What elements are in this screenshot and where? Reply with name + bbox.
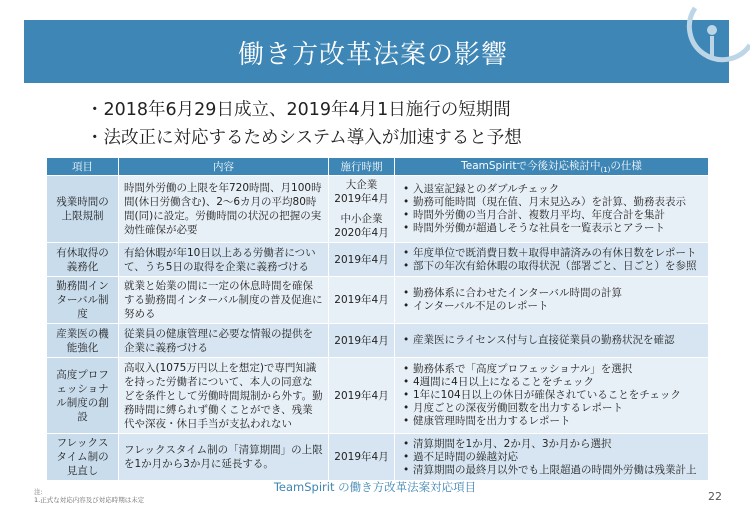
table-row [47, 324, 709, 358]
spec-item: • 健康管理時間を出力するレポート [413, 415, 703, 428]
row-content-cell: フレックスタイム制の「清算期間」の上限を1か月から3か月に延長する。 [119, 434, 329, 481]
spec-item: • 勤務可能時間（現在值、月末見込み）を計算、勤務表表示 [413, 196, 703, 209]
spec-item: • 部下の年次有給休暇の取得状況（部署ごと、日ごと）を参照 [413, 260, 703, 273]
spec-list [400, 183, 703, 235]
slide-title: 働き方改革法案の影響 [238, 40, 509, 70]
date-large-company: 大企業 2019年4月 [334, 179, 389, 205]
table-row [47, 176, 709, 243]
row-date-cell: 2019年4月 [329, 277, 395, 324]
row-content-cell: 従業員の健康管理に必要な情報の提供を企業に義務づける [119, 324, 329, 358]
header-item: 項目 [47, 158, 119, 176]
row-spec-cell [395, 176, 709, 243]
spec-list [400, 287, 703, 313]
spec-item: • 清算期間の最終月以外でも上限超過の時間外労働は残業計上 [413, 464, 703, 477]
row-item-cell: 残業時間の上限規制 [47, 176, 119, 243]
row-item-cell: 勤務間インターバル制度 [47, 277, 119, 324]
row-spec-cell [395, 324, 709, 358]
spec-item: • 月度ごとの深夜労働回数を出力するレポート [413, 402, 703, 415]
row-item-cell: フレックスタイム制の見直し [47, 434, 119, 481]
spec-item: • 4週間に4日以上になることをチェック [413, 376, 703, 389]
table-row [47, 243, 709, 277]
spec-item: • 過不足時間の繰越対応 [413, 451, 703, 464]
spec-list [400, 334, 703, 347]
decorative-circle-icon [680, 0, 750, 80]
row-content-cell: 有給休暇が年10日以上ある労働者について、うち5日の取得を企業に義務づける [119, 243, 329, 277]
row-spec-cell [395, 358, 709, 434]
row-date-cell: 2019年4月 [329, 434, 395, 481]
footnote-marker: (1) [600, 166, 611, 175]
date-small-company: 中小企業 2020年4月 [334, 213, 389, 239]
header-spec-prefix: TeamSpiritで今後対応検討中 [461, 160, 601, 173]
spec-item: • 清算期間を1か月、2か月、3か月から選択 [413, 438, 703, 451]
row-date-cell: 2019年4月 [329, 324, 395, 358]
table-caption: TeamSpirit の働き方改革法案対応項目 [273, 480, 477, 494]
spec-list [400, 438, 703, 477]
row-item-cell: 産業医の機能強化 [47, 324, 119, 358]
table-row [47, 434, 709, 481]
title-bar [24, 20, 729, 83]
bullet-item: ・法改正に対応するためシステム導入が加速すると予想 [86, 128, 522, 148]
header-spec-suffix: の仕様 [610, 160, 642, 173]
spec-item: • インターバル不足のレポート [413, 300, 703, 313]
row-date-cell: 2019年4月 [329, 358, 395, 434]
page-number: 22 [708, 490, 722, 503]
spec-item: • 時間外労働が超過しそうな社員を一覧表示とアラート [413, 222, 703, 235]
row-spec-cell [395, 277, 709, 324]
row-content-cell: 高収入(1075万円以上を想定)で専門知識を持った労働者について、本人の同意などを条件として労働時間規制から外す。勤務時間に縛られず働くことができ、残業代や深夜・休日手当が支払われない [119, 358, 329, 434]
spec-list [400, 363, 703, 428]
bullet-item: ・2018年6月29日成立、2019年4月1日施行の短期間 [86, 100, 511, 120]
spec-item: • 年度単位で既消費日数＋取得申請済みの有休日数をレポート [413, 247, 703, 260]
bullet-list [86, 96, 522, 152]
table-row [47, 358, 709, 434]
spec-item: • 入退室記録とのダブルチェック [413, 183, 703, 196]
spec-item: • 勤務体系に合わせたインターバル時間の計算 [413, 287, 703, 300]
spec-item: • 勤務体系で「高度プロフェッショナル」を選択 [413, 363, 703, 376]
row-spec-cell [395, 434, 709, 481]
row-item-cell: 有休取得の義務化 [47, 243, 119, 277]
header-spec [395, 158, 709, 176]
row-content-cell: 時間外労働の上限を年720時間、月100時間(休日労働含む)、2～6カ月の平均80時間(同)に設定。労働時間の状況の把握の実効性確保が必要 [119, 176, 329, 243]
spec-list [400, 247, 703, 273]
row-item-cell: 高度プロフェッショナル制度の創設 [47, 358, 119, 434]
row-content-cell: 就業と始業の間に一定の休息時間を確保する勤務間インターバル制度の普及促進に努める [119, 277, 329, 324]
footnote-label: 注: [34, 488, 43, 496]
row-date-cell [329, 176, 395, 243]
law-table [46, 157, 709, 481]
footnote-text: 1.正式な対応内容及び対応時期は未定 [34, 496, 145, 504]
header-date: 施行時期 [329, 158, 395, 176]
footnote [34, 488, 144, 504]
spec-item: • 時間外労働の当月合計、複数月平均、年度合計を集計 [413, 209, 703, 222]
spec-item: • 1年に104日以上の休日が確保されていることをチェック [413, 389, 703, 402]
spec-item: • 産業医にライセンス付与し直接従業員の勤務状況を確認 [413, 334, 703, 347]
row-spec-cell [395, 243, 709, 277]
row-date-cell: 2019年4月 [329, 243, 395, 277]
table-row [47, 277, 709, 324]
header-content: 内容 [119, 158, 329, 176]
table-header-row [47, 158, 709, 176]
